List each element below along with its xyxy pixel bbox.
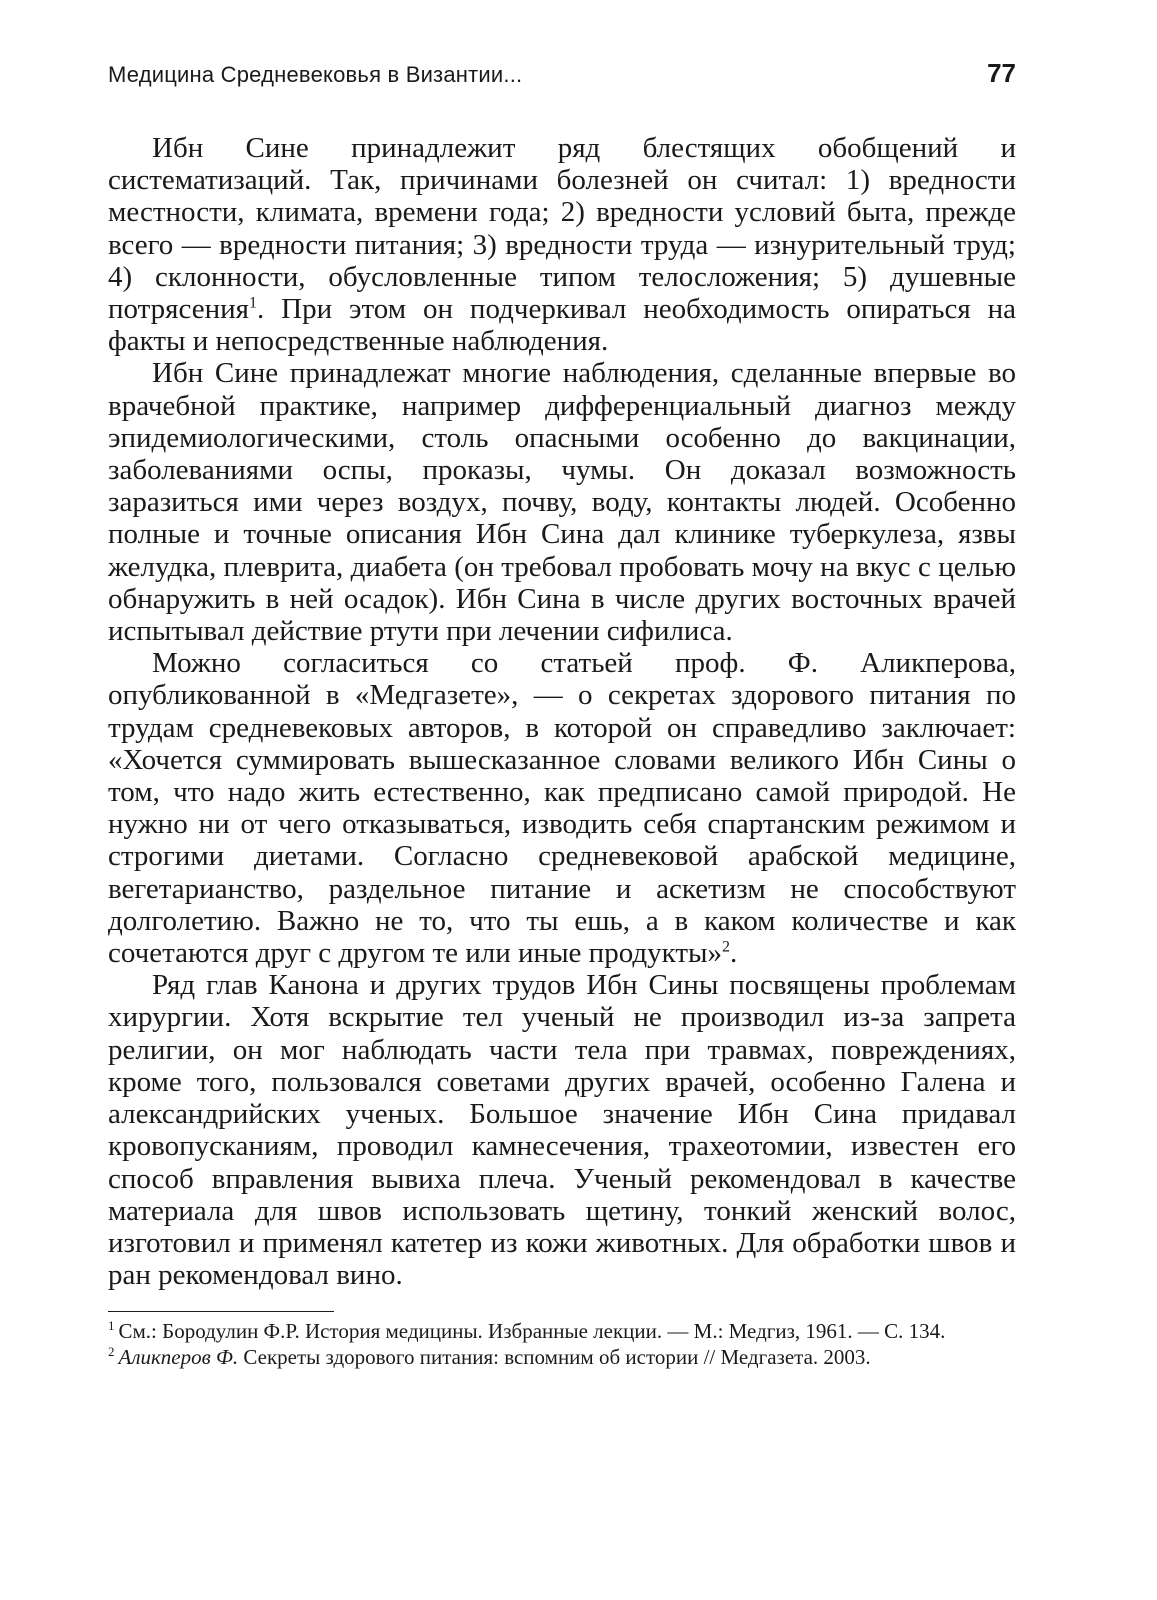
running-title: Медицина Средневековья в Византии... [108, 62, 523, 87]
paragraph-3-text: Можно согласиться со статьей проф. Ф. Аликперова, опубликованной в «Медгазете», — о секретах здорового питания по трудам средневековых авторов, в которой он справедливо заключает: «Хочется суммировать вышесказанное словами великого Ибн Сины о том, что надо жить естественно, как предписано самой природой. Не нужно ни от чего отказываться, изводить себя спартанским режимом и строгими диетами. Согласно средневековой арабской медицине, вегетарианство, раздельное питание и аскетизм не способствуют долголетию. Важно не то, что ты ешь, а в каком количестве и как сочетаются друг с другом те или иные продукты» [108, 647, 1016, 970]
paragraph-1-text-after: . При этом он подчеркивал необходимость опираться на факты и непосредственные наблюдения. [108, 293, 1016, 358]
paragraph-4-text: Ряд глав Канона и других трудов Ибн Сины посвящены проблемам хирургии. Хотя вскрытие тел ученый не производил из-за запрета религии, он мог наблюдать части тела при травмах, повреждениях, кроме того, пользовался советами других врачей, особенно Галена и александрийских ученых. Большое значение Ибн Сина придавал кровопусканиям, проводил камнесечения, трахеотомии, известен его способ вправления вывиха плеча. Ученый рекомендовал в качестве материала для швов использовать щетину, тонкий женский волос, изготовил и применял катетер из кожи животных. Для обработки швов и ран рекомендовал вино. [108, 969, 1016, 1292]
footnote-ref-1: 1 [248, 294, 257, 312]
footnote-separator [108, 1311, 334, 1312]
paragraph-1-text: Ибн Сине принадлежит ряд блестящих обобщений и систематизаций. Так, причинами болезней он считал: 1) вредности местности, климата, времени года; 2) вредности условий быта, прежде всего — вредности питания; 3) вредности труда — изнурительный труд; 4) склонности, обусловленные типом телосложения; 5) душевные потрясения [108, 132, 1016, 326]
paragraph-2-text: Ибн Сине принадлежат многие наблюдения, сделанные впервые во врачебной практике, например дифференциальный диагноз между эпидемиологическими, столь опасными особенно до вакцинации, заболеваниями оспы, проказы, чумы. Он доказал возможность заразиться ими через воздух, почву, воду, контакты людей. Особенно полные и точные описания Ибн Сина дал клинике туберкулеза, язвы желудка, плеврита, диабета (он требовал пробовать мочу на вкус с целью обнаружить в ней осадок). Ибн Сина в числе других восточных врачей испытывал действие ртути при лечении сифилиса. [108, 357, 1016, 648]
footnote-1 [108, 1318, 1016, 1344]
paragraph-3 [108, 647, 1016, 969]
footnote-1-mark: 1 [108, 1318, 115, 1334]
footnote-ref-2: 2 [721, 938, 730, 956]
paragraph-3-text-after: . [729, 937, 738, 970]
page-number: 77 [987, 58, 1016, 88]
footnote-1-text: См.: Бородулин Ф.Р. История медицины. Избранные лекции. — М.: Медгиз, 1961. — С. 134. [118, 1319, 946, 1344]
footnote-2-text: Секреты здорового питания: вспомним об истории // Медгазета. 2003. [238, 1345, 871, 1370]
paragraph-2 [108, 357, 1016, 647]
footnote-2 [108, 1344, 1016, 1370]
body-text [108, 132, 1016, 1291]
footnote-2-mark: 2 [108, 1344, 115, 1360]
footnote-2-author: Аликперов Ф. [118, 1345, 239, 1370]
book-page [108, 58, 1016, 1538]
running-head [108, 58, 1016, 102]
paragraph-4 [108, 969, 1016, 1291]
footnotes [108, 1318, 1016, 1370]
paragraph-1 [108, 132, 1016, 357]
